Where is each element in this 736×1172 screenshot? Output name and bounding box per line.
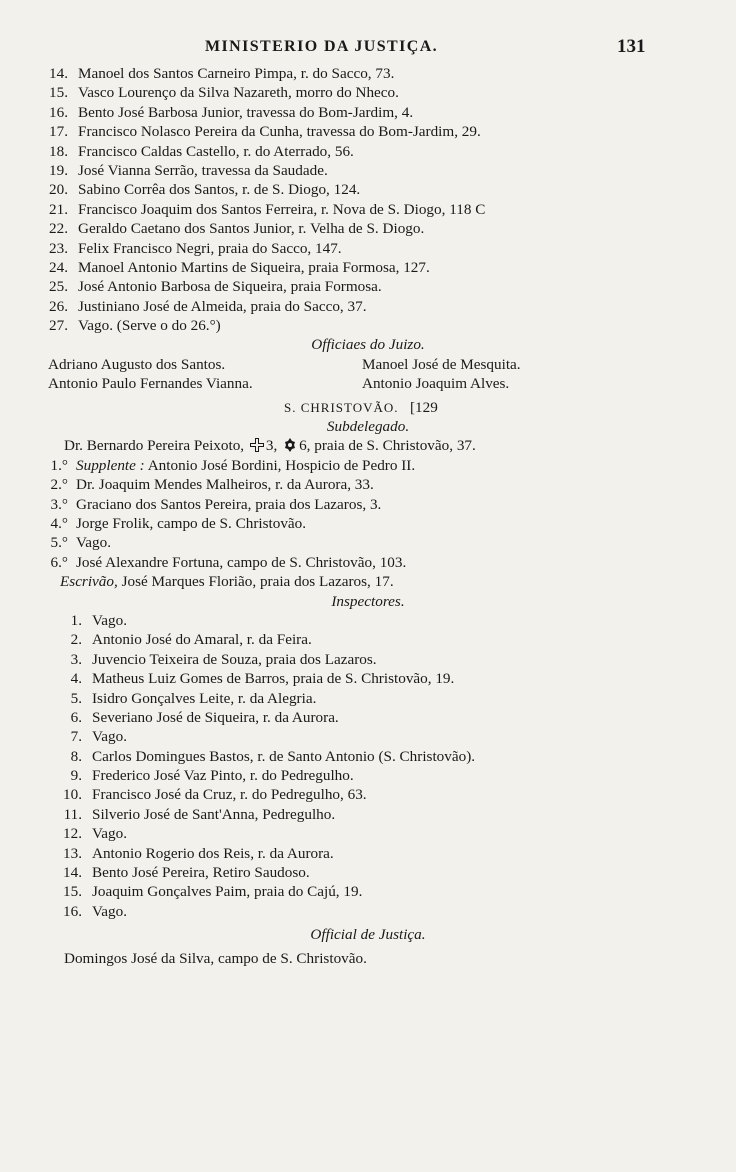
list-item: 5.° Vago. [50,534,112,552]
list-item: 21. Francisco Joaquim dos Santos Ferreira, r. Nova de S. Diogo, 118 C [49,200,486,218]
list-item: 4. Matheus Luiz Gomes de Barros, praia de S. Christovão, 19. [70,670,455,688]
list-item: 2.° Dr. Joaquim Mendes Malheiros, r. da Aurora, 33. [50,476,374,494]
content [0,64,736,968]
section-heading-official: Official de Justiça. [310,926,426,944]
list-item: 15. Vasco Lourenço da Silva Nazareth, morro do Nheco. [49,84,399,102]
list-item: 20. Sabino Corrêa dos Santos, r. de S. Diogo, 124. [49,181,361,199]
running-title: MINISTERIO DA JUSTIÇA. [205,38,439,55]
list-item: 12. Vago. [63,825,128,843]
list-item: 6. Severiano José de Siqueira, r. da Aurora. [70,708,339,726]
list-item: 16. Bento José Barbosa Junior, travessa do Bom-Jardim, 4. [49,103,414,121]
list-item: 27. Vago. (Serve o do 26.°) [49,317,221,335]
section-heading-subdelegado: Subdelegado. [326,418,410,436]
list-item: 15. Joaquim Gonçalves Paim, praia do Cajú, 19. [63,883,363,901]
list-item: 4.° Jorge Frolik, campo de S. Christovão. [50,514,307,532]
list-item: 7. Vago. [70,728,128,746]
official-entry: Domingos José da Silva, campo de S. Christovão. [64,949,367,967]
list-item: 14. Bento José Pereira, Retiro Saudoso. [63,864,310,882]
list-item: 16. Vago. [63,902,128,920]
list-item: 5. Isidro Gonçalves Leite, r. da Alegria. [70,689,317,707]
list-item: 17. Francisco Nolasco Pereira da Cunha, travessa do Bom-Jardim, 29. [49,123,481,141]
list-item: 2. Antonio José do Amaral, r. da Feira. [70,631,312,649]
list-item: 9. Frederico José Vaz Pinto, r. do Pedregulho. [70,767,354,785]
list-item: 1.° Supplente : Antonio José Bordini, Hospicio de Pedro II. [50,456,416,474]
section-heading-officiaes: Officiaes do Juizo. [311,336,425,354]
list-item: 19. José Vianna Serrão, travessa da Saudade. [49,161,328,179]
list-item: 18. Francisco Caldas Castello, r. do Aterrado, 56. [49,142,354,160]
list-item: 22. Geraldo Caetano dos Santos Junior, r. Velha de S. Diogo. [49,220,425,238]
district-heading: S. CHRISTOVÃO. [129 [284,398,438,416]
supplentes-list [0,456,736,572]
list-item: 1. Vago. [70,611,128,629]
section-heading-inspectores: Inspectores. [331,592,405,610]
order-cross-icon [250,438,264,452]
list-item: 10. Francisco José da Cruz, r. do Pedregulho, 63. [63,786,367,804]
list-item: 13. Antonio Rogerio dos Reis, r. da Aurora. [63,844,334,862]
list-item: 11. Silverio José de Sant'Anna, Pedregulho. [63,805,336,823]
officiaes-row: Adriano Augusto dos Santos. Manoel José de Mesquita. [48,355,521,373]
medal-icon [283,438,297,452]
list-item: 26. Justiniano José de Almeida, praia do Sacco, 37. [49,297,367,315]
page-number: 131 [617,36,646,57]
inspectores-list-a [0,64,736,335]
officiaes-row: Antonio Paulo Fernandes Vianna. Antonio Joaquim Alves. [48,375,510,393]
inspectores-list [0,611,736,921]
list-item: 3. Juvencio Teixeira de Souza, praia dos Lazaros. [70,650,377,668]
list-item: 8. Carlos Domingues Bastos, r. de Santo Antonio (S. Christovão). [70,747,476,765]
page-header [0,36,736,60]
list-item: 3.° Graciano dos Santos Pereira, praia dos Lazaros, 3. [50,495,382,513]
subdelegado-entry: Dr. Bernardo Pereira Peixoto, 3, 6, praia de S. Christovão, 37. [64,437,476,455]
list-item: 24. Manoel Antonio Martins de Siqueira, praia Formosa, 127. [49,258,430,276]
list-item: 25. José Antonio Barbosa de Siqueira, praia Formosa. [49,278,382,296]
list-item: 14. Manoel dos Santos Carneiro Pimpa, r. do Sacco, 73. [49,65,395,82]
list-item: 23. Felix Francisco Negri, praia do Sacco, 147. [49,239,342,257]
escrivao-entry: Escrivão, José Marques Florião, praia dos Lazaros, 17. [60,573,394,591]
list-item: 6.° José Alexandre Fortuna, campo de S. Christovão, 103. [50,553,407,571]
